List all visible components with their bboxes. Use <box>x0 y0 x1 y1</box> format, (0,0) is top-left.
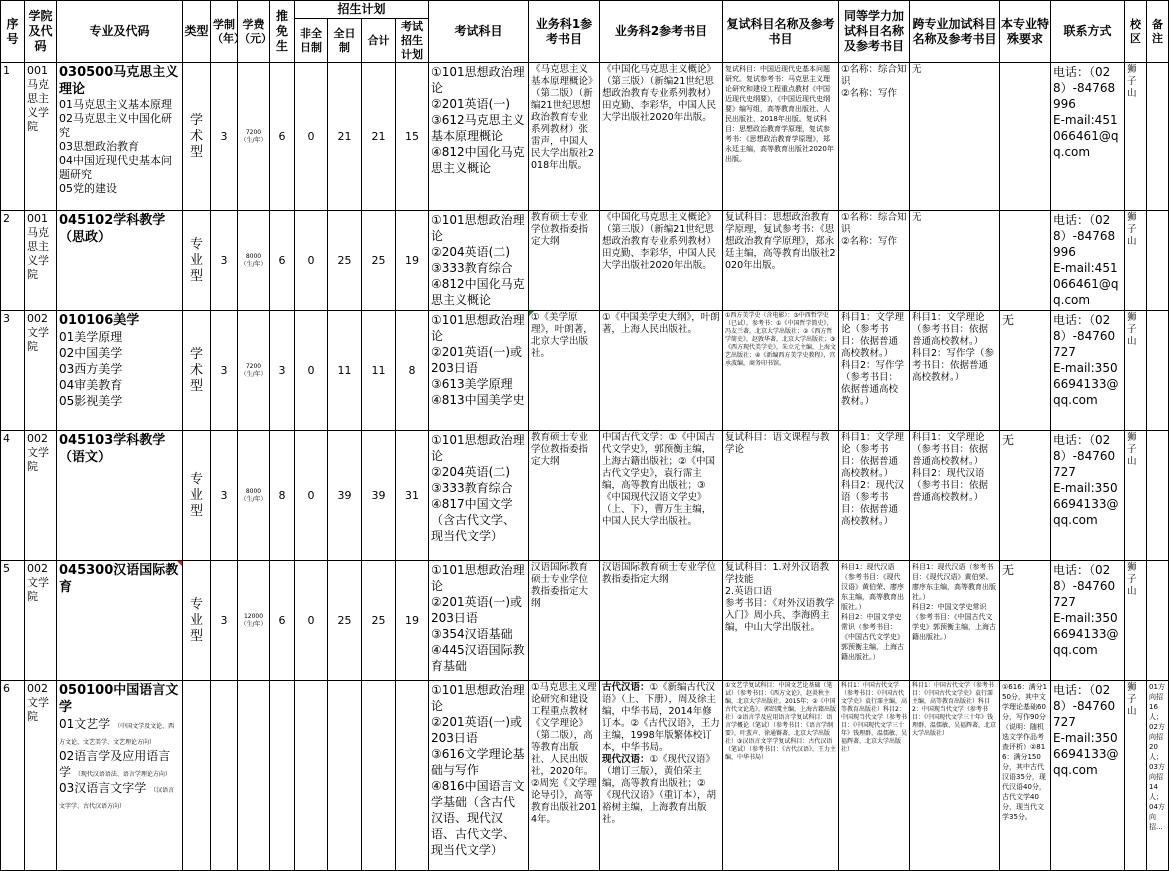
exempt-cell <box>270 681 295 871</box>
full-time-cell <box>328 681 362 871</box>
exam-count-cell <box>396 681 429 871</box>
special-cell <box>1000 63 1051 211</box>
equiv-cell: 科目1：中国古代文学（参考书目：《中国古代文学史》袁行霈主编，高等教育出版社）科目2：中国现当代文学（参考书目：《中国现代文学三十年》钱理群、温儒敏、吴福辉著，北京大学出版社） <box>839 681 910 871</box>
full-time-cell: 11 <box>328 311 362 431</box>
remark-cell <box>1147 561 1169 681</box>
total-cell: 21 <box>362 63 396 211</box>
direction-item: 05党的建设 <box>59 182 117 196</box>
major-cell <box>57 681 183 871</box>
ref1-cell: ①《美学原理》，叶朗著，北京大学出版社。 <box>529 311 600 431</box>
direction-item: 03西方美学 <box>59 362 123 377</box>
retest-cell: 复试科目：1.对外汉语教学技能 2.英语口语 参考书目：《对外汉语教学入门》周小兵、李海鸥主编，中山大学出版社。 <box>723 561 839 681</box>
header-subjects: 考试科目 <box>429 1 529 63</box>
header-type: 类型 <box>183 1 211 63</box>
remark-cell <box>1147 211 1169 311</box>
fee-cell: 12000（生/年） <box>240 612 267 628</box>
fee-cell: 8000（生/年） <box>240 252 267 268</box>
seq-cell: 6 <box>1 681 25 871</box>
exam-count-cell: 19 <box>396 561 429 681</box>
ref2-cell: 《中国化马克思主义概论》（第三版）（新编21世纪思想政治教育专业系列教材）田克勤、李彩华，中国人民大学出版社2020年出版。 <box>600 63 723 211</box>
header-exam-count: 考试招生计划 <box>396 19 429 63</box>
cross-cell: 科目1：中国古代文学（参考书目：《中国古代文学史》袁行霈主编，高等教育出版社）科目2：中国现当代文学（参考书目：《中国现代文学三十年》钱理群、温儒敏、吴福辉著，北京大学出版社） <box>910 681 1000 871</box>
seq-cell: 2 <box>1 211 25 311</box>
full-time-cell: 25 <box>328 211 362 311</box>
exempt-cell: 3 <box>270 311 295 431</box>
contact-cell: 电话：（028）-84760727 E-mail:3506694133@qq.com <box>1051 681 1125 871</box>
remark-cell: 01方向招16人；02方向招20人；03方向招14人；04方向招... <box>1147 681 1169 871</box>
table-row <box>1 63 1169 211</box>
header-ref1: 业务科1参考书目 <box>529 1 600 63</box>
special-cell: 无 <box>1000 561 1051 681</box>
subjects-cell: ①101思想政治理论 ②201英语(一)或203日语 ③613美学原理 ④813中国美学史 <box>429 311 529 431</box>
contact-cell: 电话：（028）-84760727 E-mail:3506694133@qq.com <box>1051 561 1125 681</box>
ref1-cell: ①马克思主义理论研究和建设工程重点教材《文学理论》（第二版），高等教育出版社、人民出版社，2020年。②周宪《文学理论导引》，高等教育出版社2014年。 <box>529 681 600 871</box>
years-cell: 3 <box>211 211 238 311</box>
major-cell <box>57 431 183 561</box>
special-cell <box>1000 211 1051 311</box>
equiv-cell: 科目1：文学理论（参考书目：依据普通高校教材。） 科目2：写作学（参考书目：依据普通高校教材。） <box>839 311 910 431</box>
type-cell: 学术型 <box>189 346 203 394</box>
campus-cell: 狮子山 <box>1125 63 1147 211</box>
subjects-cell: ①101思想政治理论 ②204英语(二) ③333教育综合 ④812中国化马克思主义概论 <box>429 211 529 311</box>
years-cell: 3 <box>211 311 238 431</box>
fee-cell: 8000（生/年） <box>240 487 267 503</box>
direction-item: 02语言学及应用语言学 （现代汉语语法、语言学理论方向） <box>59 749 171 780</box>
contact-cell: 电话：（028）-84760727 E-mail:3506694133@qq.com <box>1051 431 1125 561</box>
header-fee: 学费（元） <box>238 1 270 63</box>
direction-item: 01美学原理 <box>59 330 123 345</box>
header-plan: 招生计划 <box>295 1 429 19</box>
special-cell: 无 <box>1000 431 1051 561</box>
direction-item: 04中国近现代史基本问题研究 <box>59 154 172 182</box>
exam-count-cell: 31 <box>396 431 429 561</box>
ref2-cell: ①《中国美学史大纲》，叶朗著，上海人民出版社。 <box>600 311 723 431</box>
major-title: 045103学科教学（语文） <box>59 433 166 466</box>
ref2-cell: 《中国化马克思主义概论》（第三版）（新编21世纪思想政治教育专业系列教材）田克勤、李彩华，中国人民大学出版社2020年出版。 <box>600 211 723 311</box>
equiv-cell: 科目1：现代汉语（参考书目：《现代汉语》黄伯荣、廖序东主编，高等教育出版社。） 科目2：中国文学史常识（参考书目：《中国古代文学史》郭预衡主编，上海古籍出版社。） <box>839 561 910 681</box>
seq-cell: 3 <box>1 311 25 431</box>
ref2-cell: 汉语国际教育硕士专业学位教指委指定大纲 <box>600 561 723 681</box>
college-cell: 001马克思主义学院 <box>25 211 57 311</box>
direction-item: 05影视美学 <box>59 394 123 409</box>
equiv-cell: ①名称：综合知识 ②名称：写作 <box>839 211 910 311</box>
header-full-time: 全日制 <box>328 19 362 63</box>
college-cell: 002文学院 <box>25 311 57 431</box>
table-row <box>1 211 1169 311</box>
header-exempt: 推免生 <box>270 1 295 63</box>
seq-cell: 1 <box>1 63 25 211</box>
major-cell <box>57 561 183 681</box>
cross-cell: 无 <box>910 63 1000 211</box>
part-time-cell: 0 <box>295 211 328 311</box>
header-major: 专业及代码 <box>57 1 183 63</box>
part-time-cell <box>295 681 328 871</box>
cross-cell: 科目1：文学理论（参考书目：依据普通高校教材。） 科目2：写作学（参考书目：依据普通高校教材。） <box>910 311 1000 431</box>
full-time-cell: 39 <box>328 431 362 561</box>
years-cell <box>211 681 238 871</box>
table-row <box>1 431 1169 561</box>
direction-item: 03思想政治教育 <box>59 140 139 154</box>
equiv-cell: ①名称：综合知识 ②名称：写作 <box>839 63 910 211</box>
table-row <box>1 681 1169 871</box>
full-time-cell: 25 <box>328 561 362 681</box>
seq-cell: 4 <box>1 431 25 561</box>
ref2-cell: 中国古代文学：①《中国古代文学史》，郭预衡主编，上海古籍出版社；②《中国古代文学史》，袁行霈主编，高等教育出版社；③《中国现代汉语文学史》（上、下），曹万生主编，中国人民大学出版社。 <box>600 431 723 561</box>
major-title: 030500马克思主义理论 <box>59 65 179 98</box>
header-special: 本专业特殊要求 <box>1000 1 1051 63</box>
ref2-lead: 现代汉语： <box>602 754 650 766</box>
direction-item: 01文艺学 （中国文学及文论、西方文论、文艺美学、文艺理论方向） <box>59 717 175 747</box>
subjects-cell: ①101思想政治理论 ②201英语(一)或203日语 ③354汉语基础 ④445汉语国际教育基础 <box>429 561 529 681</box>
subjects-cell: ①101思想政治理论 ②201英语(一)或203日语 ③616文学理论基础与写作 ④816中国语言文学基础（含古代汉语、现代汉语、古代文学、现当代文学） <box>429 681 529 871</box>
college-cell: 002文学院 <box>25 681 57 871</box>
part-time-cell: 0 <box>295 561 328 681</box>
major-cell <box>57 311 183 431</box>
college-cell: 001马克思主义学院 <box>25 63 57 211</box>
cross-cell: 科目1：现代汉语（参考书目：《现代汉语》黄伯荣、廖序东主编，高等教育出版社。） 科目2：中国文学史常识（参考书目：《中国古代文学史》郭预衡主编，上海古籍出版社。） <box>910 561 1000 681</box>
campus-cell: 狮子山 <box>1125 211 1147 311</box>
retest-cell: 复试科目：思想政治教育学原理，复试参考书：《思想政治教育学原理》，郑永廷主编，高等教育出版社2020年出版。 <box>723 211 839 311</box>
direction-item: 02马克思主义中国化研究 <box>59 112 172 140</box>
major-title: 045300汉语国际教育 <box>59 563 179 596</box>
contact-cell: 电话：（028）-84760727 E-mail:3506694133@qq.com <box>1051 311 1125 431</box>
major-title: 050100中国语言文学 <box>59 683 179 716</box>
type-cell: 专业型 <box>189 471 203 519</box>
exam-count-cell: 19 <box>396 211 429 311</box>
special-cell: 无 <box>1000 311 1051 431</box>
type-cell <box>183 681 211 871</box>
header-ref2: 业务科2参考书目 <box>600 1 723 63</box>
total-cell: 25 <box>362 211 396 311</box>
total-cell <box>362 681 396 871</box>
exempt-cell: 6 <box>270 63 295 211</box>
major-title: 010106美学 <box>59 313 140 329</box>
header-cross: 跨专业加试科目名称及参考书目 <box>910 1 1000 63</box>
part-time-cell: 0 <box>295 311 328 431</box>
total-cell: 25 <box>362 561 396 681</box>
college-cell: 002文学院 <box>25 561 57 681</box>
header-campus: 校区 <box>1125 1 1147 63</box>
part-time-cell: 0 <box>295 431 328 561</box>
exempt-cell: 8 <box>270 431 295 561</box>
major-cell <box>57 63 183 211</box>
exam-count-cell: 15 <box>396 63 429 211</box>
retest-cell: ①西方美学史（含电影）：③中西哲学史（已试），参考书：①《中国哲学简史》，冯友兰著，北京大学出版社；②《西方哲学简史》，赵敦华著，北京大学出版社；③《西方现代美学史》，朱立元主编，上海文艺出版社；④《新编西方美学史教程》，宫承波编，商务印书馆。 <box>723 311 839 431</box>
campus-cell: 狮子山 <box>1125 561 1147 681</box>
retest-cell: 复试科目：语文课程与教学论 <box>723 431 839 561</box>
header-retest: 复试科目名称及参考书目 <box>723 1 839 63</box>
major-title: 045102学科教学（思政） <box>59 213 166 246</box>
type-cell: 专业型 <box>189 236 203 284</box>
direction-item: 02中国美学 <box>59 346 123 361</box>
cross-cell: 无 <box>910 211 1000 311</box>
table-row <box>1 561 1169 681</box>
seq-cell: 5 <box>1 561 25 681</box>
ref1-cell: 教育硕士专业学位教指委指定大纲 <box>529 431 600 561</box>
part-time-cell: 0 <box>295 63 328 211</box>
equiv-cell: 科目1：文学理论（参考书目：依据普通高校教材。） 科目2：现代汉语（参考书目：依据普通高校教材。） <box>839 431 910 561</box>
ref1-cell: 汉语国际教育硕士专业学位教指委指定大纲 <box>529 561 600 681</box>
total-cell: 11 <box>362 311 396 431</box>
header-contact: 联系方式 <box>1051 1 1125 63</box>
exam-count-cell: 8 <box>396 311 429 431</box>
header-total: 合计 <box>362 19 396 63</box>
ref2-cell: 古代汉语：①《新编古代汉语》（上、下册），周及徐主编，中华书局，2014年修订本。②《古代汉语》，王力主编，1998年版繁体校订本，中华书局。 现代汉语：①《现代汉语》（增订三版），黄伯荣主编，高等教育出版社；②《现代汉语》（重订本），胡裕树主编，上海教育出版社。 <box>600 681 723 871</box>
table-row <box>1 311 1169 431</box>
header-years: 学制（年） <box>211 1 238 63</box>
campus-cell: 狮子山 <box>1125 431 1147 561</box>
header-part-time: 非全日制 <box>295 19 328 63</box>
direction-item: 01马克思主义基本原理 <box>59 98 172 112</box>
subjects-cell: ①101思想政治理论 ②204英语(二) ③333教育综合 ④817中国文学（含古代文学、现当代文学） <box>429 431 529 561</box>
contact-cell: 电话：（028）-84768996 E-mail:451066461@qq.com <box>1051 211 1125 311</box>
years-cell: 3 <box>211 431 238 561</box>
remark-cell <box>1147 311 1169 431</box>
full-time-cell: 21 <box>328 63 362 211</box>
exempt-cell: 6 <box>270 561 295 681</box>
campus-cell: 狮子山 <box>1125 311 1147 431</box>
ref2-lead: 古代汉语： <box>602 682 650 694</box>
header-remark: 备注 <box>1147 1 1169 63</box>
total-cell: 39 <box>362 431 396 561</box>
years-cell: 3 <box>211 561 238 681</box>
fee-cell: 7200（生/年） <box>240 128 267 144</box>
remark-cell <box>1147 63 1169 211</box>
exempt-cell: 6 <box>270 211 295 311</box>
remark-cell <box>1147 431 1169 561</box>
subjects-cell: ①101思想政治理论 ②201英语(一) ③612马克思主义基本原理概论 ④812中国化马克思主义概论 <box>429 63 529 211</box>
header-equiv: 同等学力加试科目名称及参考书目 <box>839 1 910 63</box>
direction-item: 04审美教育 <box>59 378 123 393</box>
retest-cell: ①文艺学复试科目：中国文艺论基础（笔试）（参考书目：《西方文论》，赵炎秋主编，北京大学出版社，2015年；②《中国古代文论选》，郭绍虞主编，上海古籍出版社）②语言学及应用语言学复试科目：语言学概论（笔试）（参考书目：《语言学纲要》，叶蜚声、徐通锵著，北京大学出版社）③汉语言文字学复试科目：古代汉语（笔试）（参考书目：《古代汉语》，王力主编，中华书局） <box>723 681 839 871</box>
major-cell <box>57 211 183 311</box>
ref1-cell: 《马克思主义基本原理概论》（第二版）（新编21世纪思想政治教育专业系列教材）张雷声，中国人民大学出版社2018年出版。 <box>529 63 600 211</box>
type-cell: 学术型 <box>189 112 203 160</box>
years-cell: 3 <box>211 63 238 211</box>
header-seq: 序号 <box>1 1 25 63</box>
cross-cell: 科目1：文学理论（参考书目：依据普通高校教材。） 科目2：现代汉语（参考书目：依据普通高校教材。） <box>910 431 1000 561</box>
retest-cell: 复试科目：中国近现代史基本问题研究。复试参考书：马克思主义理论研究和建设工程重点教材《中国近现代史纲要》，《中国近现代史纲要》编写组，高等教育出版社、人民出版社，2018年出版。复试科目：思想政治教育学原理，复试参考书：《思想政治教育学原理》，郑永廷主编，高等教育出版社2020年出版。 <box>723 63 839 211</box>
campus-cell: 狮子山 <box>1125 681 1147 871</box>
college-cell: 002文学院 <box>25 431 57 561</box>
special-cell: ①616：满分150分，其中文学理论基础60分，写作90分（说明：随机选文学作品考查评析）②816：满分150分，其中古代汉语35分，现代汉语40分，古代文学40分，现当代文学35分。 <box>1000 681 1051 871</box>
direction-item: 03汉语言文字学 （汉语言文字学、古代汉语方向） <box>59 781 175 811</box>
fee-cell <box>238 681 270 871</box>
contact-cell: 电话：（028）-84768996 E-mail:451066461@qq.com <box>1051 63 1125 211</box>
ref1-cell: 教育硕士专业学位教指委指定大纲 <box>529 211 600 311</box>
header-college: 学院及代码 <box>25 1 57 63</box>
type-cell: 专业型 <box>189 596 203 644</box>
fee-cell: 7200（生/年） <box>240 362 267 378</box>
